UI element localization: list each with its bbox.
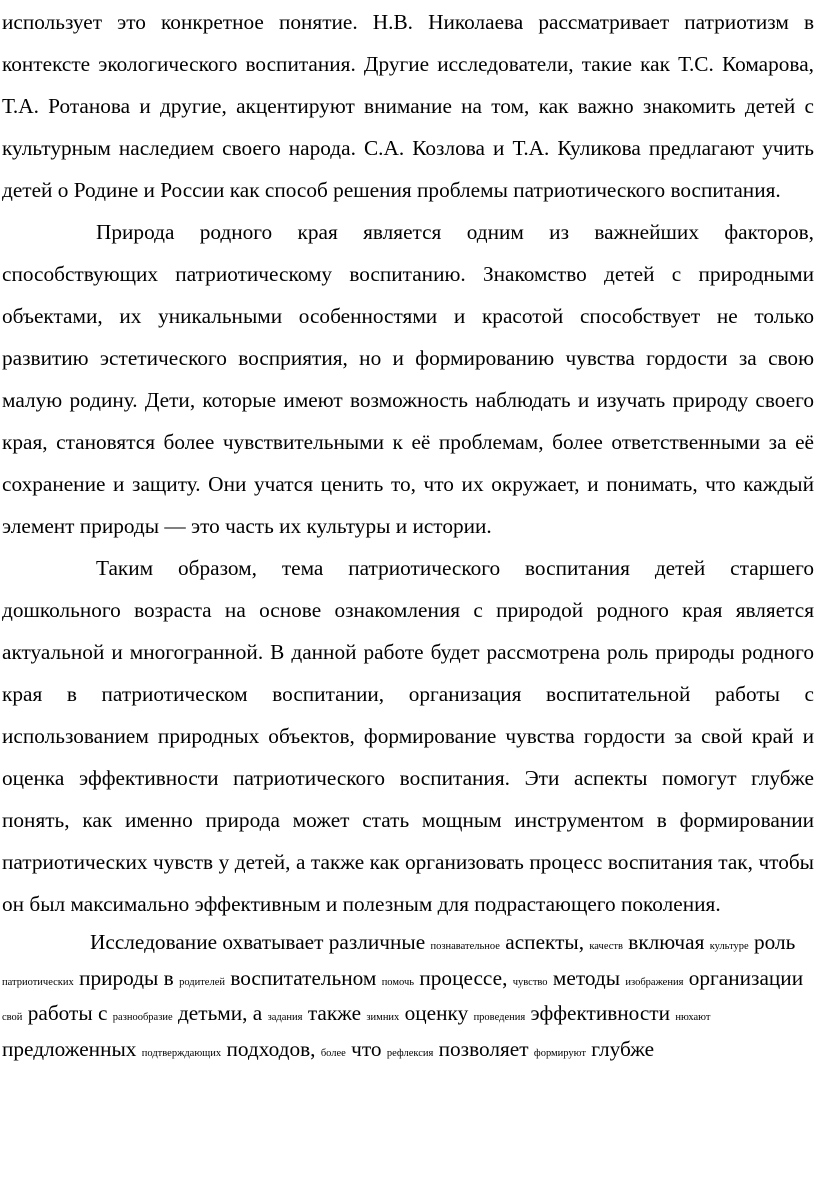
word: также (307, 1001, 362, 1025)
small-word: разнообразие (112, 1012, 173, 1023)
word: глубже (591, 1036, 655, 1061)
paragraph-conclusion: Таким образом, тема патриотического воспитания детей старшего дошкольного возраста на основе ознакомления с природой родного края является актуальной и многогранной. В данной работе будет рассмотрена роль природы родного края в патриотическом воспитании, организация воспитательной работы с использованием природных объектов, формирование чувства гордости за свой край и оценка эффективности патриотического воспитания. Эти аспекты помогут глубже понять, как именно природа может стать мощным инструментом в формировании патриотических чувств у детей, а также как организовать процесс воспитания так, чтобы он был максимально эффективным и полезным для подрастающего поколения. (2, 556, 814, 916)
small-word: культуре (709, 941, 749, 952)
word: процессе, (419, 965, 508, 990)
word: аспекты, (505, 930, 585, 954)
paragraph-continuation: использует это конкретное понятие. Н.В. Николаева рассматривает патриотизм в контексте экологического воспитания. Другие исследователи, такие как Т.С. Комарова, Т.А. Ротанова и другие, акцентируют внимание на том, как важно знакомить детей с культурным наследием своего народа. С.А. Козлова и Т.А. Куликова предлагают учить детей о Родине и России как способ решения проблемы патриотического воспитания. (2, 10, 814, 202)
word: детьми, а (177, 1001, 263, 1025)
small-word: рефлексия (386, 1047, 434, 1059)
small-word: нюхают (675, 1012, 711, 1023)
word: что (351, 1036, 382, 1061)
word: роль (754, 930, 796, 954)
small-word: родителей (179, 976, 225, 988)
small-word: проведения (473, 1012, 526, 1023)
small-word: чувство (512, 976, 548, 988)
word: включая (628, 930, 705, 954)
paragraph-nature: Природа родного края является одним из важнейших факторов, способствующих патриотическому воспитанию. Знакомство детей с природными объектами, их уникальными особенностями и красотой способствует не только развитию эстетического восприятия, но и формированию чувства гордости за свою малую родину. Дети, которые имеют возможность наблюдать и изучать природу своего края, становятся более чувствительными к её проблемам, более ответственными за её сохранение и защиту. Они учатся ценить то, что их окружает, и понимать, что каждый элемент природы — это часть их культуры и истории. (2, 220, 814, 538)
word: оценку (404, 1001, 469, 1025)
word: подходов, (226, 1036, 316, 1061)
word: позволяет (438, 1036, 529, 1061)
small-word: формируют (533, 1047, 586, 1059)
small-word: патриотических (2, 976, 74, 988)
small-word: свой (2, 1012, 23, 1023)
word: воспитательном (230, 965, 377, 990)
word: Исследование охватывает различные (90, 930, 426, 954)
word: работы с (27, 1001, 108, 1025)
small-word: более (320, 1047, 346, 1059)
word: организации (688, 965, 804, 990)
small-word: подтверждающих (141, 1047, 222, 1059)
mixed-word-paragraph (2, 927, 814, 1069)
word: природы в (79, 965, 174, 990)
small-word: помочь (381, 976, 415, 988)
small-word: зимних (366, 1012, 400, 1023)
small-word: задания (267, 1012, 303, 1023)
small-word: изображения (625, 976, 684, 988)
small-word: качеств (589, 941, 623, 952)
small-word: познавательное (430, 941, 500, 952)
word: эффективности (530, 1001, 671, 1025)
word: методы (552, 965, 621, 990)
word: предложенных (2, 1036, 137, 1061)
